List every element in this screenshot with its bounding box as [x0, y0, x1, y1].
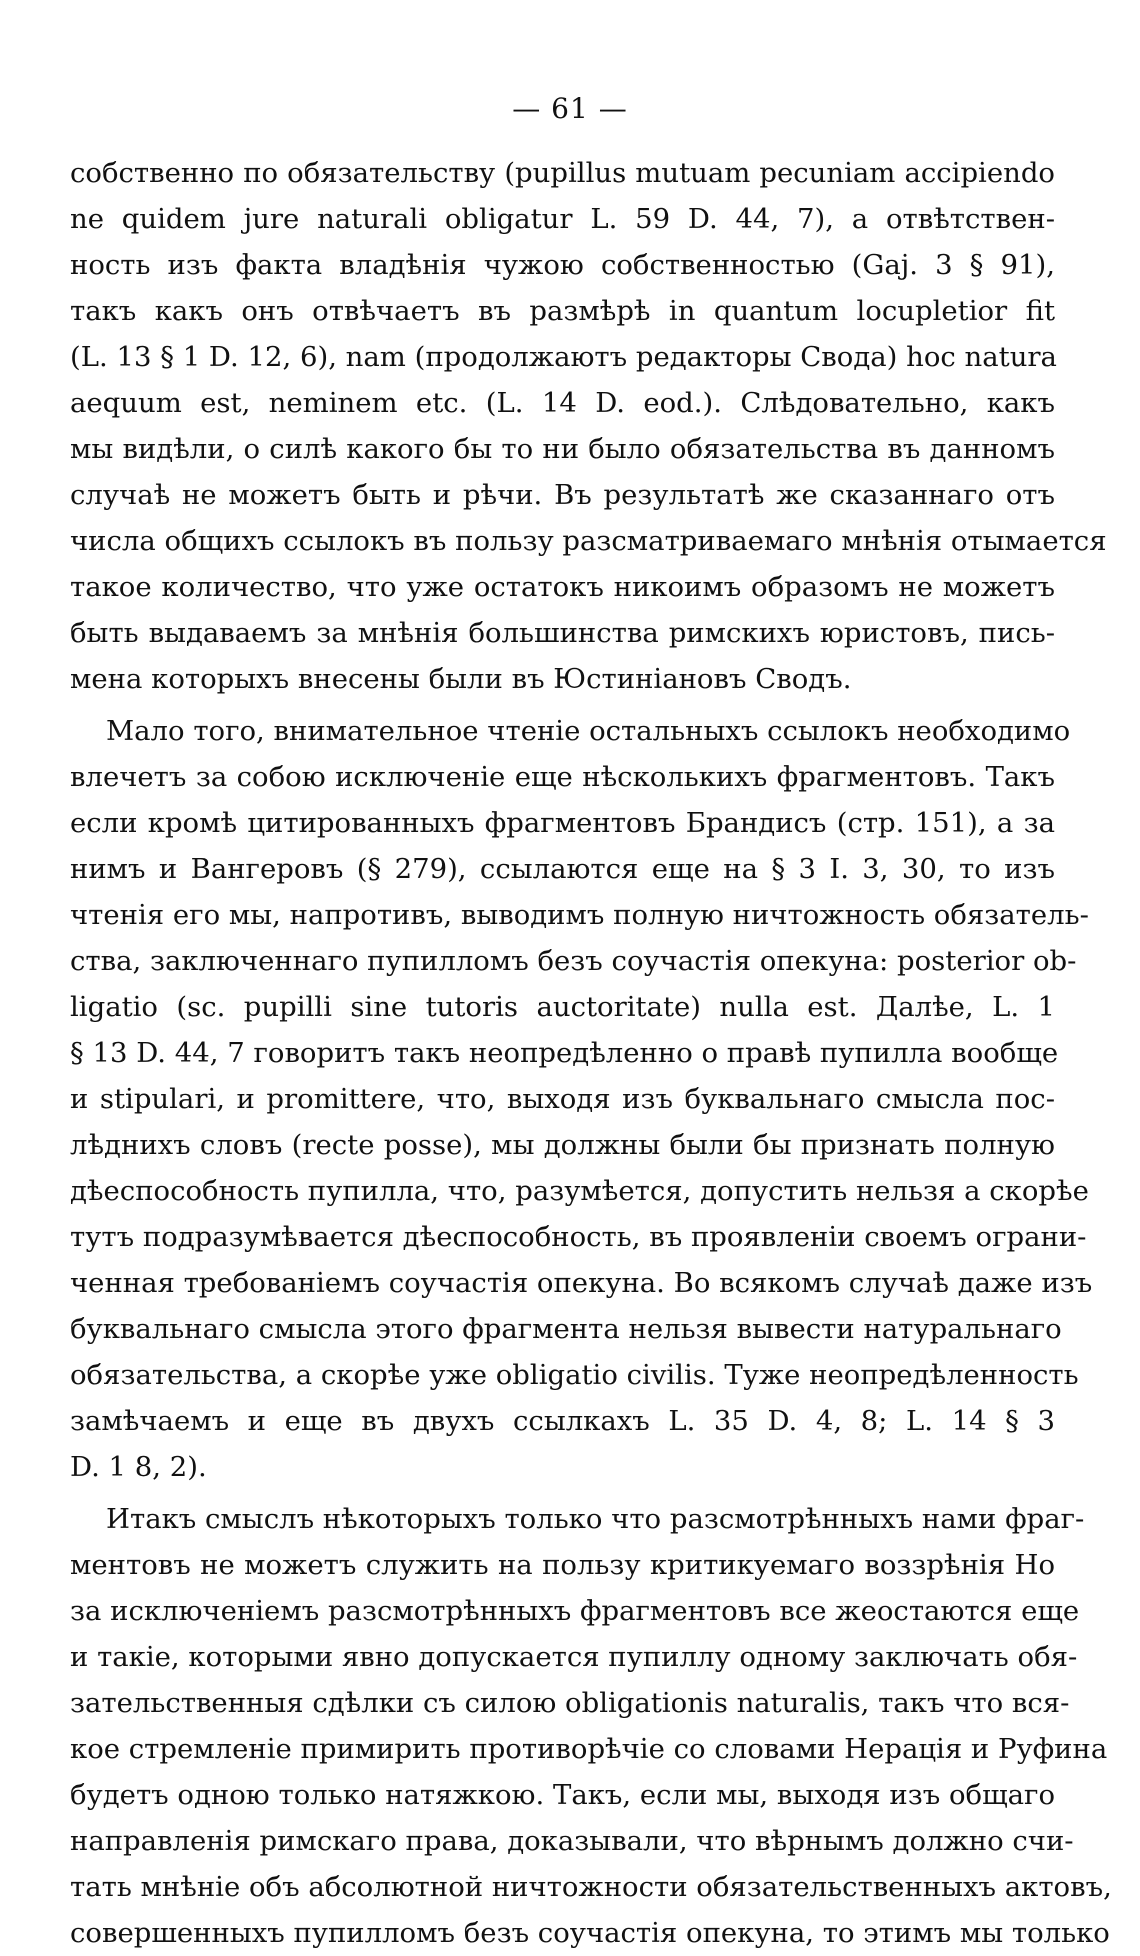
text-line: ства, заключеннаго пупилломъ безъ соучастія опекуна: posterior ob- — [70, 945, 1077, 977]
paragraph-2 — [70, 708, 1093, 1490]
text-line: случаѣ не можетъ быть и рѣчи. Въ результатѣ же сказаннаго отъ — [70, 479, 1055, 511]
text-line: такъ какъ онъ отвѣчаетъ въ размѣрѣ in quantum locupletior fit — [70, 295, 1055, 327]
text-line: (L. 13 § 1 D. 12, 6), nam (продолжаютъ редакторы Свода) hoc natura — [70, 341, 1057, 373]
text-line: направленія римскаго права, доказывали, что вѣрнымъ должно счи- — [70, 1825, 1074, 1857]
text-line: Итакъ смыслъ нѣкоторыхъ только что разсмотрѣнныхъ нами фраг- — [106, 1503, 1085, 1535]
paragraph-1 — [70, 150, 1107, 702]
body-text — [70, 150, 1112, 1956]
text-line: мена которыхъ внесены были въ Юстиніановъ Сводъ. — [70, 663, 852, 695]
text-line: D. 1 8, 2). — [70, 1451, 207, 1483]
paragraph-3 — [70, 1496, 1112, 1956]
text-line: зательственныя сдѣлки съ силою obligationis naturalis, такъ что вся- — [70, 1687, 1070, 1719]
text-line: § 13 D. 44, 7 говоритъ такъ неопредѣленно о правѣ пупилла вообще — [70, 1037, 1059, 1069]
text-line: тутъ подразумѣвается дѣеспособность, въ проявленіи своемъ ограни- — [70, 1221, 1087, 1253]
text-line: за исключеніемъ разсмотрѣнныхъ фрагментовъ все жеостаются еще — [70, 1595, 1080, 1627]
page-number: — 61 — — [512, 92, 628, 125]
text-line: aequum est, neminem etc. (L. 14 D. eod.). Слѣдовательно, какъ — [70, 387, 1055, 419]
text-line: и stipulari, и promittere, что, выходя изъ буквальнаго смысла пос- — [70, 1083, 1055, 1115]
text-line: такое количество, что уже остатокъ никоимъ образомъ не можетъ — [70, 571, 1055, 603]
text-line: дѣеспособность пупилла, что, разумѣется, допустить нельзя а скорѣе — [70, 1175, 1089, 1207]
text-line: тать мнѣніе объ абсолютной ничтожности обязательственныхъ актовъ, — [70, 1871, 1112, 1903]
text-line: ментовъ не можетъ служить на пользу критикуемаго воззрѣнія Но — [70, 1549, 1055, 1581]
text-line: ченная требованіемъ соучастія опекуна. Во всякомъ случаѣ даже изъ — [70, 1267, 1093, 1299]
text-line: ligatio (sc. pupilli sine tutoris auctoritate) nulla est. Далѣе, L. 1 — [70, 991, 1055, 1023]
text-line: Мало того, внимательное чтеніе остальныхъ ссылокъ необходимо — [106, 715, 1071, 747]
text-line: кое стремленіе примирить противорѣчіе со словами Нерація и Руфина — [70, 1733, 1108, 1765]
text-line: и такіе, которыми явно допускается пупиллу одному заключать обя- — [70, 1641, 1078, 1673]
text-line: ne quidem jure naturali obligatur L. 59 D. 44, 7), а отвѣтствен- — [70, 203, 1055, 235]
text-line: чтенія его мы, напротивъ, выводимъ полную ничтожность обязатель- — [70, 899, 1089, 931]
text-line: мы видѣли, о силѣ какого бы то ни было обязательства въ данномъ — [70, 433, 1055, 465]
text-line: совершенныхъ пупилломъ безъ соучастія опекуна, то этимъ мы только — [70, 1917, 1110, 1949]
text-line: обязательства, а скорѣе уже obligatio civilis. Туже неопредѣленность — [70, 1359, 1079, 1391]
text-line: быть выдаваемъ за мнѣнія большинства римскихъ юристовъ, пись- — [70, 617, 1055, 649]
text-line: числа общихъ ссылокъ въ пользу разсматриваемаго мнѣнія отымается — [70, 525, 1107, 557]
text-line: будетъ одною только натяжкою. Такъ, если мы, выходя изъ общаго — [70, 1779, 1055, 1811]
text-line: влечетъ за собою исключеніе еще нѣсколькихъ фрагментовъ. Такъ — [70, 761, 1055, 793]
text-line: замѣчаемъ и еще въ двухъ ссылкахъ L. 35 D. 4, 8; L. 14 § 3 — [70, 1405, 1055, 1437]
text-line: нимъ и Вангеровъ (§ 279), ссылаются еще на § 3 I. 3, 30, то изъ — [70, 853, 1055, 885]
text-line: буквальнаго смысла этого фрагмента нельзя вывести натуральнаго — [70, 1313, 1062, 1345]
text-line: если кромѣ цитированныхъ фрагментовъ Брандисъ (стр. 151), а за — [70, 807, 1055, 839]
text-line: лѣднихъ словъ (recte posse), мы должны были бы признать полную — [70, 1129, 1055, 1161]
text-line: собственно по обязательству (pupillus mutuam pecuniam accipiendo — [70, 157, 1055, 189]
text-line: ность изъ факта владѣнія чужою собственностью (Gaj. 3 § 91), — [70, 249, 1055, 281]
